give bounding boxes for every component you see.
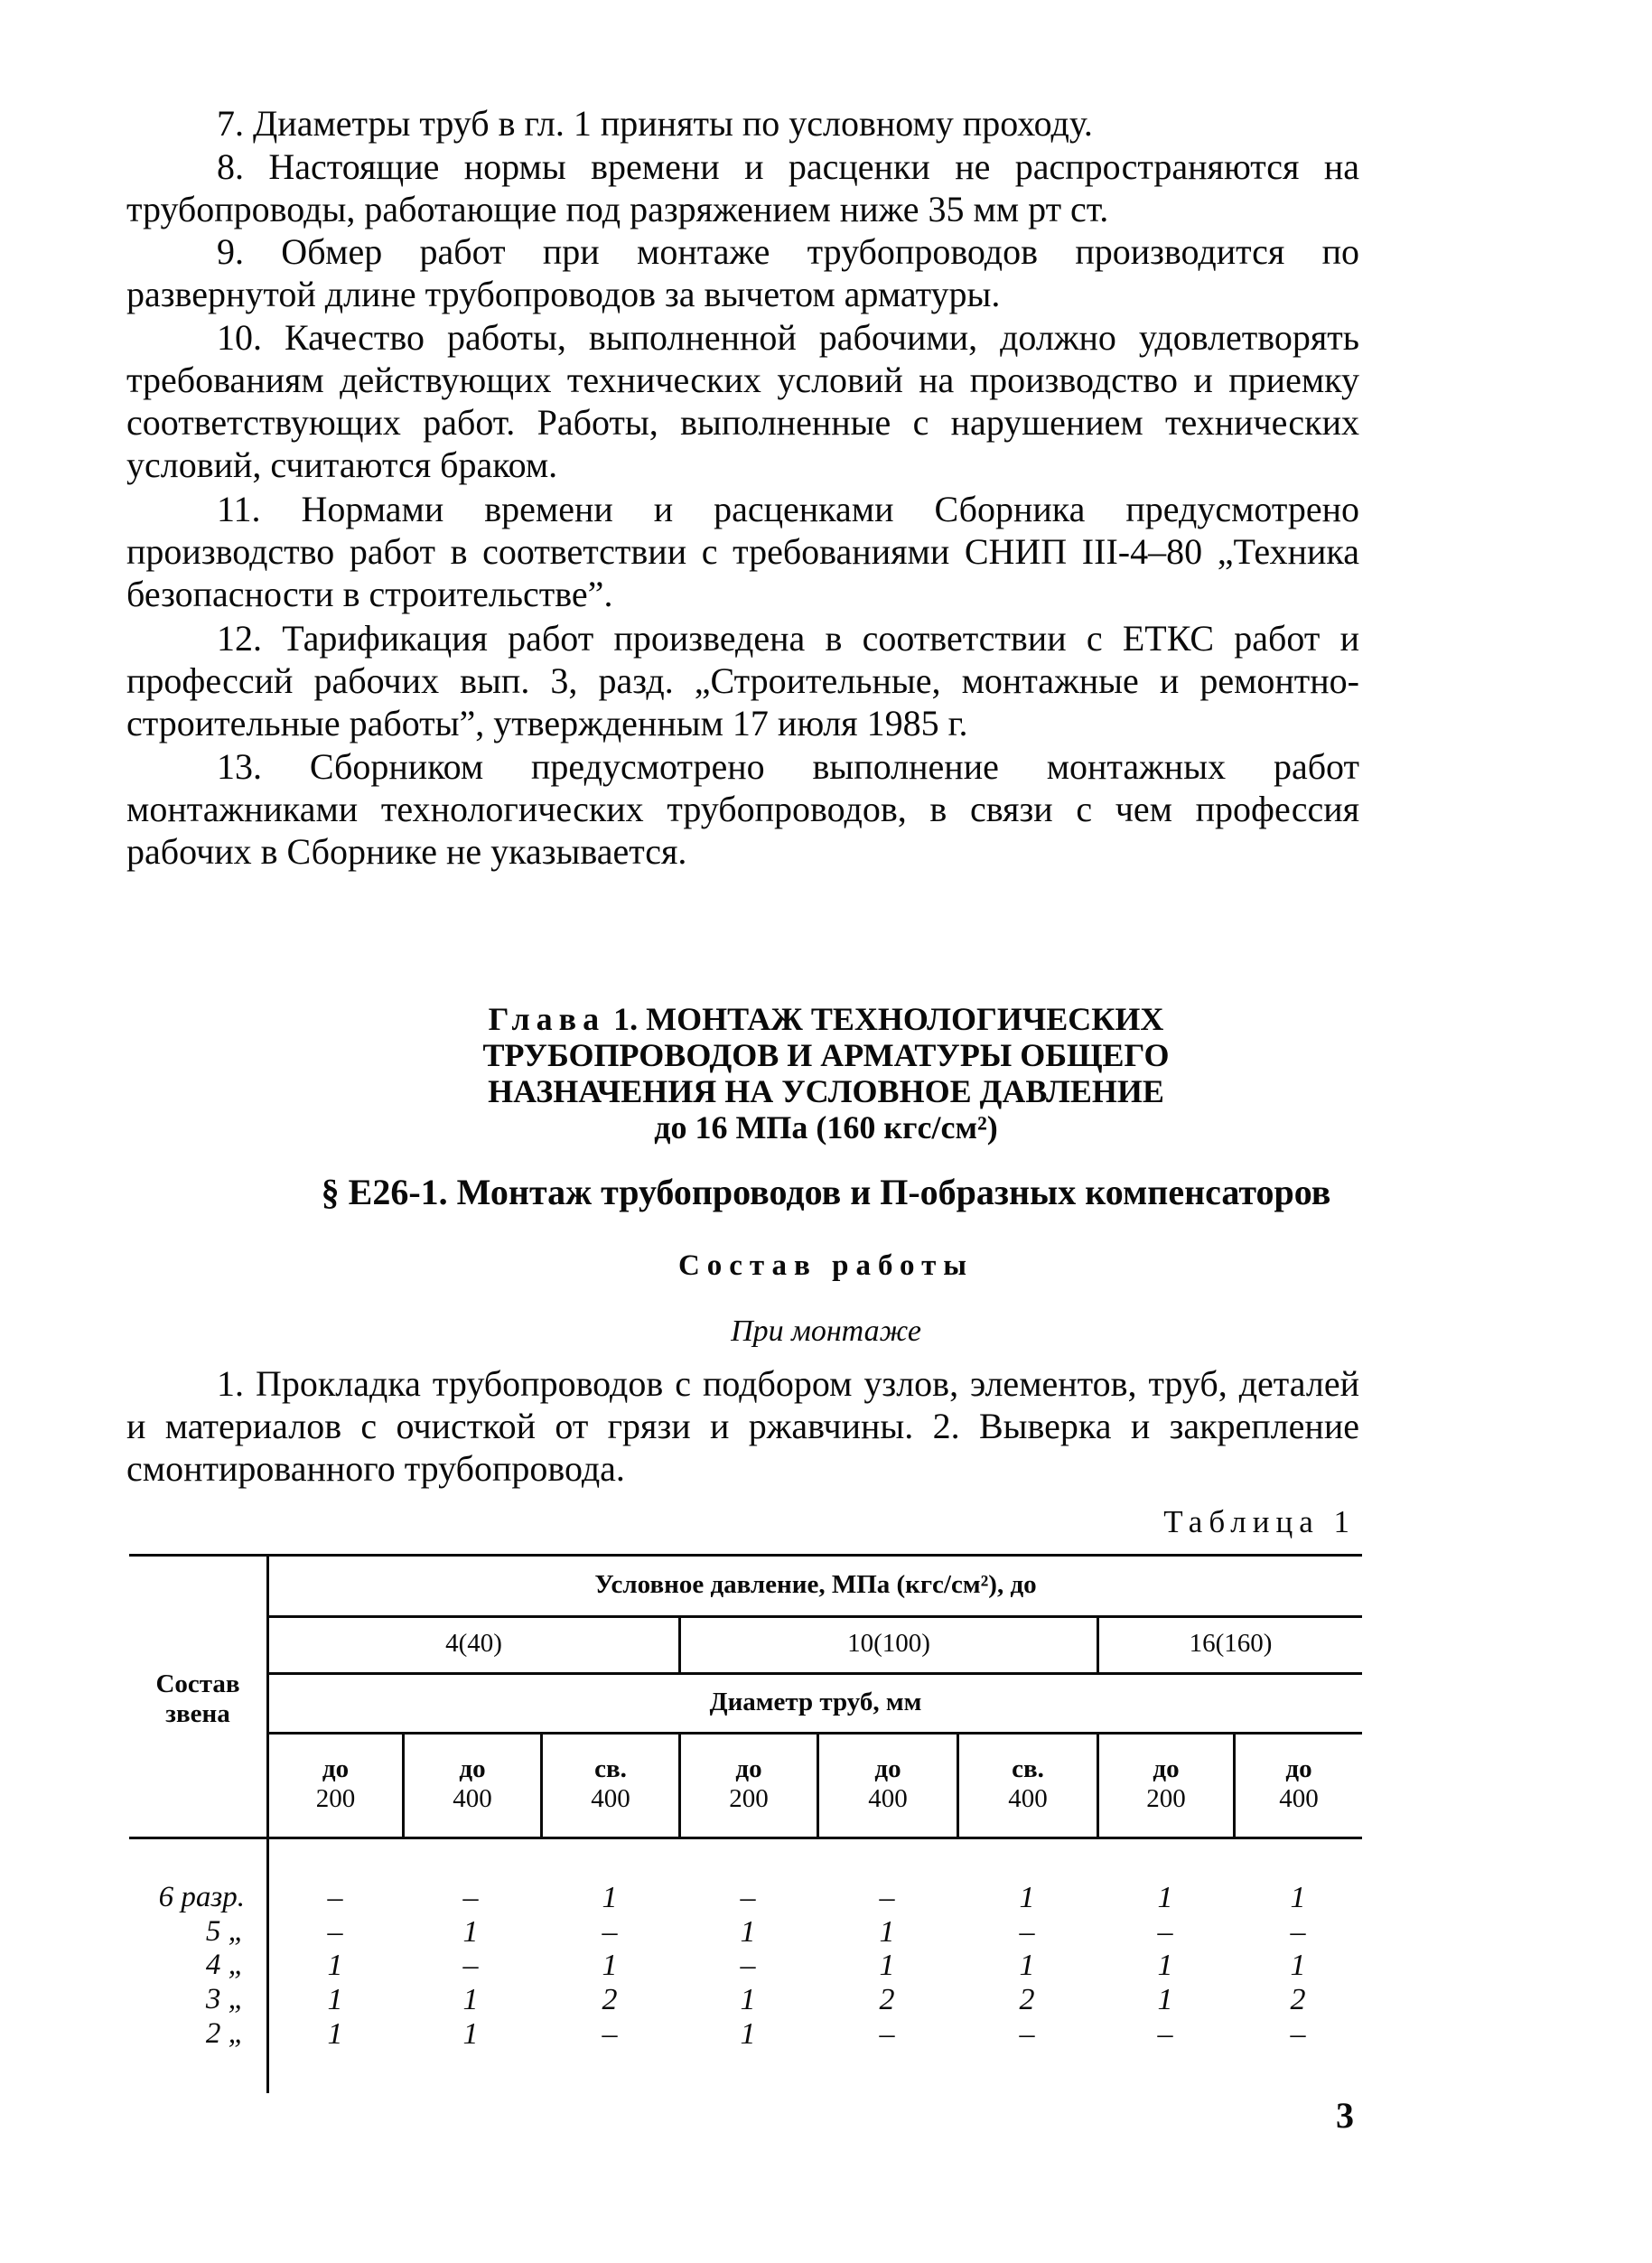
diameter-col-1-l2: 200 xyxy=(315,1784,356,1813)
diameter-col-5-l2: 400 xyxy=(868,1784,908,1813)
work-composition-heading: Состав работы xyxy=(677,1249,975,1282)
cell-2-3: – xyxy=(602,2017,618,2051)
diameter-col-4-l1: до xyxy=(735,1754,762,1783)
cell-5-5: 1 xyxy=(879,1915,895,1949)
cell-5-8: – xyxy=(1290,1915,1306,1949)
diameter-col-5 xyxy=(819,1754,957,1814)
paragraph-8: 8. Настоящие нормы времени и расценки не распространяются на трубопроводы, работающие под разряжением ниже 35 мм рт ст. xyxy=(126,146,1359,229)
diameter-col-4-l2: 200 xyxy=(729,1784,769,1813)
pressure-header: Условное давление, МПа (кгс/см²), до xyxy=(594,1570,1037,1599)
diameter-col-3-l1: св. xyxy=(594,1754,627,1783)
cell-3-5: 2 xyxy=(879,1983,895,2016)
cell-6-7: 1 xyxy=(1157,1881,1173,1914)
pressure-group-16: 16(160) xyxy=(1189,1629,1273,1658)
cell-2-8: – xyxy=(1290,2017,1306,2051)
cell-6-4: – xyxy=(740,1881,756,1914)
pressure-group-4: 4(40) xyxy=(445,1629,502,1658)
diameter-col-1-l1: до xyxy=(322,1754,350,1783)
cell-2-2: 1 xyxy=(462,2017,479,2051)
cell-3-8: 2 xyxy=(1290,1983,1306,2016)
chapter-title-line-2: ТРУБОПРОВОДОВ И АРМАТУРЫ ОБЩЕГО xyxy=(482,1037,1170,1073)
cell-5-6: – xyxy=(1019,1915,1035,1949)
table-rule-groups xyxy=(266,1672,1362,1675)
diameter-col-6-l2: 400 xyxy=(1008,1784,1048,1813)
paragraph-13: 13. Сборником предусмотрено выполнение монтажных работ монтажниками технологических трубопроводов, в связи с чем профессия рабочих в Сборнике не указывается. xyxy=(126,746,1359,872)
cell-2-4: 1 xyxy=(740,2017,756,2051)
cell-2-5: – xyxy=(879,2017,895,2051)
diameter-col-7-l1: до xyxy=(1153,1754,1180,1783)
row-label-3: 3 „ xyxy=(205,1983,245,2015)
cell-4-5: 1 xyxy=(879,1949,895,1982)
cell-4-1: 1 xyxy=(327,1949,343,1982)
cell-2-6: – xyxy=(1019,2017,1035,2051)
cell-2-7: – xyxy=(1157,2017,1173,2051)
cell-3-2: 1 xyxy=(462,1983,479,2016)
cell-5-7: – xyxy=(1157,1915,1173,1949)
table-top-rule xyxy=(129,1554,1362,1557)
diameter-col-8 xyxy=(1236,1754,1362,1814)
page-number: 3 xyxy=(1336,2095,1354,2136)
cell-4-4: – xyxy=(740,1949,756,1982)
diameter-col-7-l2: 200 xyxy=(1146,1784,1186,1813)
cell-2-1: 1 xyxy=(327,2017,343,2051)
paragraph-10: 10. Качество работы, выполненной рабочими, должно удовлетворять требованиям действующих технических условий на производство и приемку соответствующих работ. Работы, выполненные с нарушением технических условий, считаются браком. xyxy=(126,317,1359,485)
chapter-title-line-3: НАЗНАЧЕНИЯ НА УСЛОВНОЕ ДАВЛЕНИЕ xyxy=(488,1073,1164,1109)
pressure-group-10: 10(100) xyxy=(847,1629,930,1658)
diameter-col-8-l1: до xyxy=(1285,1754,1312,1783)
diameter-col-3-l2: 400 xyxy=(591,1784,630,1813)
cell-4-3: 1 xyxy=(602,1949,618,1982)
work-description: 1. Прокладка трубопроводов с подбором узлов, элементов, труб, деталей и материалов с очисткой от грязи и ржавчины. 2. Выверка и закрепление смонтированного трубопровода. xyxy=(126,1363,1359,1489)
table-rule-diameter xyxy=(266,1732,1362,1735)
crew-table xyxy=(129,1554,1362,2096)
cell-3-1: 1 xyxy=(327,1983,343,2016)
diameter-col-3 xyxy=(543,1754,678,1814)
diameter-header: Диаметр труб, мм xyxy=(709,1688,922,1716)
diameter-col-2 xyxy=(405,1754,540,1814)
crew-header: Состав звена xyxy=(155,1669,240,1728)
table-rule-pressure xyxy=(266,1615,1362,1618)
cell-6-8: 1 xyxy=(1290,1881,1306,1914)
row-label-4: 4 „ xyxy=(205,1949,245,1981)
paragraph-7: 7. Диаметры труб в гл. 1 приняты по условному проходу. xyxy=(217,103,1093,144)
cell-3-7: 1 xyxy=(1157,1983,1173,2016)
cell-6-2: – xyxy=(462,1881,479,1914)
paragraph-11: 11. Нормами времени и расценками Сборника предусмотрено производство работ в соответствии с требованиями СНИП III-4–80 „Техника безопасности в строительстве”. xyxy=(126,489,1359,614)
work-subheading: При монтаже xyxy=(731,1314,921,1348)
table-caption: Таблица 1 xyxy=(1163,1504,1356,1539)
chapter-title-line-1 xyxy=(0,1001,1652,1037)
cell-4-8: 1 xyxy=(1290,1949,1306,1982)
cell-3-3: 2 xyxy=(602,1983,618,2016)
diameter-col-4 xyxy=(681,1754,817,1814)
diameter-col-5-l1: до xyxy=(874,1754,901,1783)
row-label-5: 5 „ xyxy=(205,1915,245,1948)
paragraph-9: 9. Обмер работ при монтаже трубопроводов производится по развернутой длине трубопроводов за вычетом арматуры. xyxy=(126,231,1359,314)
diameter-col-6-l1: св. xyxy=(1012,1754,1044,1783)
paragraph-12: 12. Тарификация работ произведена в соответствии с ЕТКС работ и профессий рабочих вып. 3, разд. „Строительные, монтажные и ремонтно-строительные работы”, утвержденным 17 июля 1985 г. xyxy=(126,618,1359,743)
diameter-col-1 xyxy=(269,1754,402,1814)
cell-5-4: 1 xyxy=(740,1915,756,1949)
table-header-bottom-rule xyxy=(129,1837,1362,1839)
cell-3-4: 1 xyxy=(740,1983,756,2016)
cell-6-3: 1 xyxy=(602,1881,618,1914)
cell-6-6: 1 xyxy=(1019,1881,1035,1914)
cell-6-1: – xyxy=(327,1881,343,1914)
diameter-col-2-l1: до xyxy=(459,1754,486,1783)
cell-4-6: 1 xyxy=(1019,1949,1035,1982)
diameter-col-2-l2: 400 xyxy=(453,1784,492,1813)
cell-5-2: 1 xyxy=(462,1915,479,1949)
cell-5-1: – xyxy=(327,1915,343,1949)
row-label-2: 2 „ xyxy=(205,2017,245,2050)
cell-3-6: 2 xyxy=(1019,1983,1035,2016)
cell-4-2: – xyxy=(462,1949,479,1982)
chapter-line-1-text: 1. МОНТАЖ ТЕХНОЛОГИЧЕСКИХ xyxy=(605,1001,1164,1037)
section-title: § Е26-1. Монтаж трубопроводов и П-образных компенсаторов xyxy=(321,1172,1331,1212)
diameter-col-7 xyxy=(1099,1754,1233,1814)
cell-4-7: 1 xyxy=(1157,1949,1173,1982)
diameter-col-6 xyxy=(959,1754,1097,1814)
cell-6-5: – xyxy=(879,1881,895,1914)
chapter-prefix: Глава xyxy=(488,1001,606,1037)
cell-5-3: – xyxy=(602,1915,618,1949)
row-label-6: 6 разр. xyxy=(158,1881,245,1913)
chapter-title-line-4: до 16 МПа (160 кгс/см²) xyxy=(654,1109,998,1146)
diameter-col-8-l2: 400 xyxy=(1279,1784,1319,1813)
chapter-title xyxy=(0,1001,1652,1146)
